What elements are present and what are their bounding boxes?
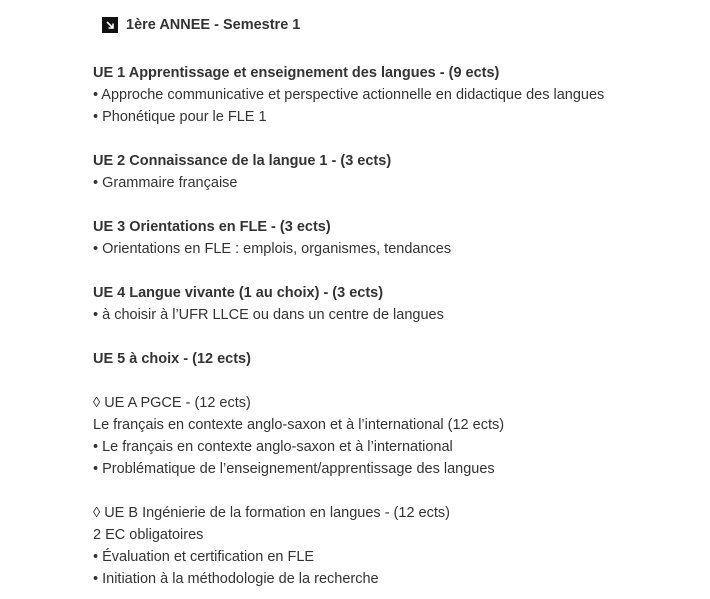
- ue5-heading: UE 5 à choix - (12 ects): [93, 351, 251, 367]
- ueB-section: [93, 502, 693, 590]
- ue2-heading: UE 2 Connaissance de la langue 1 - (3 ects): [93, 153, 392, 169]
- spacer: [93, 194, 693, 216]
- ue5-section: [93, 348, 693, 370]
- list-item: • Phonétique pour le FLE 1: [93, 109, 267, 125]
- list-item: • Évaluation et certification en FLE: [93, 549, 315, 565]
- list-item: • Le français en contexte anglo-saxon et à l’international: [93, 439, 453, 455]
- ueA-heading: ◊ UE A PGCE - (12 ects): [93, 395, 251, 411]
- ue3-heading: UE 3 Orientations en FLE - (3 ects): [93, 219, 331, 235]
- list-item: • à choisir à l’UFR LLCE ou dans un centre de langues: [93, 307, 444, 323]
- ue4-section: [93, 282, 693, 326]
- spacer: [93, 326, 693, 348]
- ue4-heading: UE 4 Langue vivante (1 au choix) - (3 ects): [93, 285, 384, 301]
- spacer: [93, 370, 693, 392]
- program-content: [93, 12, 693, 590]
- list-item: • Grammaire française: [93, 175, 238, 191]
- ue2-section: [93, 150, 693, 194]
- ue1-heading: UE 1 Apprentissage et enseignement des langues - (9 ects): [93, 65, 500, 81]
- expand-arrow-icon[interactable]: [102, 17, 118, 33]
- ueA-section: [93, 392, 693, 480]
- list-item: • Orientations en FLE : emplois, organismes, tendances: [93, 241, 452, 257]
- list-item: • Problématique de l’enseignement/apprentissage des langues: [93, 461, 495, 477]
- ueB-heading: ◊ UE B Ingénierie de la formation en langues - (12 ects): [93, 505, 450, 521]
- list-item: • Initiation à la méthodologie de la recherche: [93, 571, 379, 587]
- spacer: [93, 480, 693, 502]
- ue1-section: [93, 62, 693, 128]
- list-item: • Approche communicative et perspective actionnelle en didactique des langues: [93, 87, 605, 103]
- ueA-subtitle: Le français en contexte anglo-saxon et à l’international (12 ects): [93, 417, 505, 433]
- ueB-subtitle: 2 EC obligatoires: [93, 527, 204, 543]
- spacer: [93, 128, 693, 150]
- semester-header[interactable]: [102, 12, 693, 38]
- ue3-section: [93, 216, 693, 260]
- spacer: [93, 260, 693, 282]
- semester-title[interactable]: 1ère ANNEE - Semestre 1: [126, 17, 301, 33]
